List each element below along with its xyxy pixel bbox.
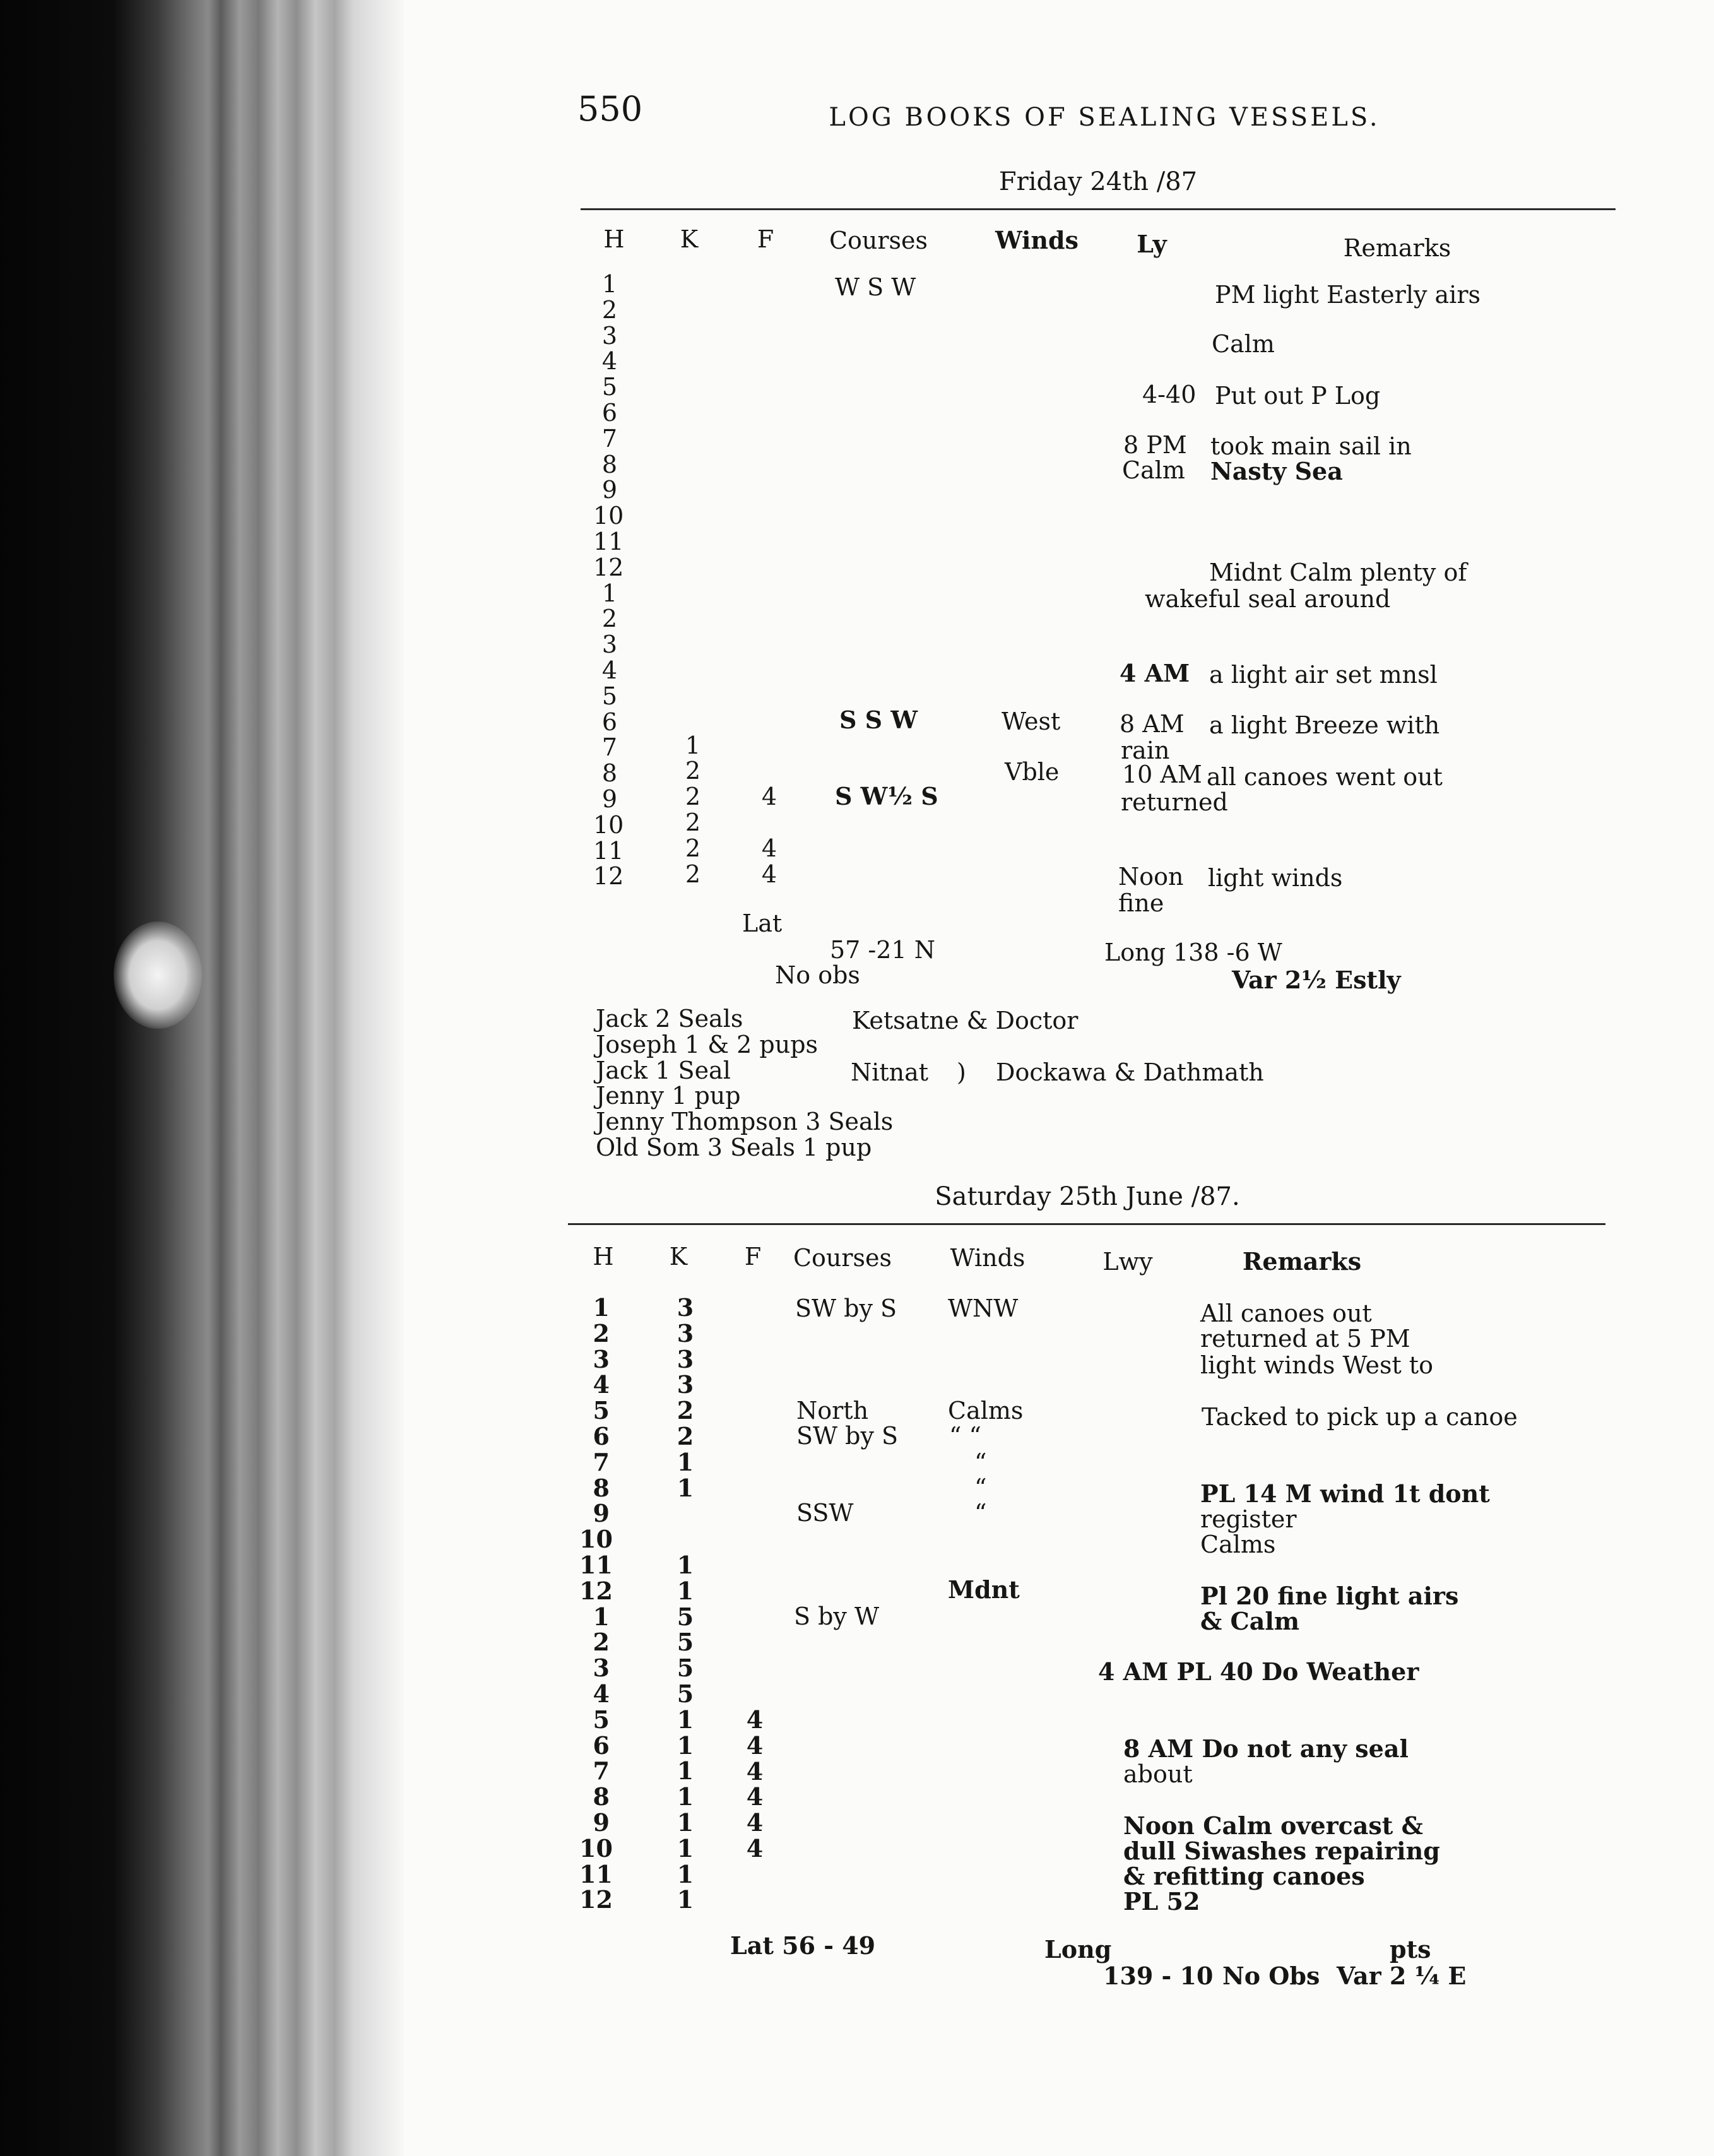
remark-text: PL 14 M wind 1t dont (1200, 1479, 1490, 1508)
col-header-f: F (757, 225, 774, 253)
hour-cell: 1 (601, 579, 617, 607)
remark-text: Noon Calm overcast & (1123, 1811, 1423, 1840)
log-date: Friday 24th /87 (998, 167, 1198, 196)
remark-text: light winds West to (1200, 1351, 1433, 1379)
knots-cell: 5 (677, 1654, 694, 1683)
col-header-lwy: Lwy (1102, 1248, 1153, 1276)
wind-cell: Vble (1005, 758, 1060, 786)
col-header-f: F (744, 1243, 762, 1270)
hour-cell: 5 (593, 1396, 610, 1425)
wind-cell: “ “ (949, 1422, 981, 1450)
knots-cell: 2 (685, 808, 701, 836)
hour-cell: 10 (593, 502, 624, 530)
knots-cell: 3 (677, 1344, 694, 1373)
remark-text: Tacked to pick up a canoe (1202, 1403, 1518, 1431)
hour-cell: 1 (601, 270, 617, 298)
knots-cell (673, 1501, 698, 1527)
knots-cell: 2 (685, 834, 701, 862)
hour-cell: 4 (593, 1679, 610, 1708)
catch-list (596, 1006, 893, 1161)
variation: Var 2½ Estly (1232, 966, 1401, 994)
hour-cell: 9 (601, 476, 617, 504)
col-header-remarks: Remarks (1242, 1247, 1362, 1276)
hour-cell: 7 (593, 1756, 610, 1786)
knots-column (673, 1295, 698, 1913)
course-cell: S W½ S (835, 782, 938, 810)
remark-text: Pl 20 fine light airs (1200, 1582, 1459, 1610)
no-observation: No Obs (1222, 1962, 1320, 1990)
remark-text: about (1123, 1760, 1193, 1788)
hour-cell: 11 (593, 836, 624, 865)
remark-text: dull Siwashes repairing (1123, 1837, 1440, 1865)
hour-cell: 6 (593, 1731, 610, 1760)
knots-cell: 1 (677, 1885, 694, 1914)
fathoms-column (742, 1707, 767, 1862)
fathoms-cell: 4 (761, 783, 777, 810)
knots-cell: 1 (677, 1756, 694, 1786)
knots-cell: 2 (685, 860, 701, 888)
variation: Var 2 ¼ E (1337, 1962, 1467, 1990)
wind-cell: “ (974, 1474, 987, 1502)
knots-cell (673, 1527, 698, 1553)
remark-text: register (1200, 1505, 1297, 1533)
hour-cell: 6 (593, 1421, 610, 1450)
col-header-h: H (603, 225, 625, 253)
latitude: 57 -21 N (830, 936, 935, 964)
remark-text: took main sail in (1210, 432, 1412, 460)
hour-cell: 8 (601, 759, 617, 788)
no-observation: No obs (775, 961, 860, 989)
hunter-names: Ketsatne & Doctor (852, 1007, 1079, 1034)
hour-cell: 2 (593, 1628, 610, 1657)
remark-text: 8 AM Do not any seal (1123, 1734, 1409, 1763)
remark-text: fine (1118, 889, 1164, 917)
remark-text: wakeful seal around (1145, 585, 1391, 613)
catch-item: Old Som 3 Seals 1 pup (596, 1133, 872, 1161)
hour-cell: 9 (593, 1808, 610, 1837)
col-header-courses: Courses (829, 227, 928, 254)
hour-cell: 5 (601, 682, 617, 710)
hour-cell: 11 (593, 527, 624, 555)
longitude: Long 138 -6 W (1104, 939, 1282, 966)
remark-text: PM light Easterly airs (1215, 281, 1481, 309)
hour-cell: 12 (593, 553, 624, 581)
page-number: 550 (577, 89, 643, 129)
hour-cell: 9 (593, 1499, 610, 1528)
col-header-remarks: Remarks (1343, 234, 1451, 262)
hour-cell: 10 (593, 810, 624, 839)
spine-stain (114, 921, 202, 1029)
hour-cell: 11 (579, 1550, 613, 1579)
col-header-courses: Courses (793, 1244, 892, 1272)
knots-cell: 2 (677, 1421, 694, 1450)
hour-cell: 4 (601, 347, 617, 376)
hour-cell: 5 (601, 373, 617, 401)
longitude: 139 - 10 (1103, 1962, 1214, 1990)
hour-cell: 9 (601, 785, 617, 813)
remark-text: All canoes out (1200, 1300, 1372, 1327)
knots-cell: 1 (677, 1833, 694, 1863)
knots-cell: 2 (677, 1396, 694, 1425)
remark-text: Nasty Sea (1210, 457, 1343, 485)
hour-cell: 8 (593, 1473, 610, 1502)
hour-column (579, 1293, 613, 1914)
hour-cell: 11 (579, 1859, 613, 1888)
wind-cell: “ (974, 1499, 987, 1527)
course-cell: S by W (794, 1602, 880, 1630)
hour-cell: 8 (601, 450, 617, 478)
hunter-names: ) (957, 1058, 966, 1086)
remark-text: 4 AM PL 40 Do Weather (1098, 1657, 1419, 1686)
knots-cell: 1 (677, 1473, 694, 1502)
knots-cell: 5 (677, 1679, 694, 1708)
remark-text: Calms (1200, 1531, 1276, 1558)
knots-cell: 1 (685, 732, 701, 759)
knots-cell: 1 (677, 1782, 694, 1811)
knots-cell: 5 (677, 1602, 694, 1631)
ly-cell: 4 AM (1120, 659, 1190, 687)
fathoms-cell: 4 (746, 1808, 764, 1837)
knots-cell: 3 (677, 1318, 694, 1348)
hour-cell: 7 (593, 1447, 610, 1476)
wind-cell: Mdnt (948, 1575, 1020, 1604)
fathoms-cell: 4 (761, 860, 777, 888)
hour-cell: 7 (601, 733, 617, 762)
long-label: Long (1044, 1935, 1112, 1964)
knots-cell: 5 (677, 1628, 694, 1657)
hour-cell: 2 (601, 295, 617, 324)
knots-cell: 1 (677, 1447, 694, 1476)
col-header-winds: Winds (995, 226, 1079, 254)
knots-cell: 1 (677, 1731, 694, 1760)
hour-cell: 1 (593, 1293, 610, 1322)
course-cell: S S W (839, 706, 918, 734)
hour-cell: 2 (601, 605, 617, 633)
knots-cell: 3 (677, 1293, 694, 1322)
hour-cell: 3 (601, 321, 617, 350)
remark-text: a light Breeze with (1209, 711, 1440, 739)
course-cell: SW by S (796, 1422, 899, 1450)
hunter-names: Dockawa & Dathmath (996, 1058, 1264, 1086)
hour-cell: 4 (601, 656, 617, 684)
hour-cell: 7 (601, 424, 617, 453)
hour-cell: 8 (593, 1782, 610, 1811)
col-header-ly: Ly (1137, 230, 1167, 258)
course-cell: SW by S (795, 1294, 897, 1322)
ly-cell: 10 AM (1122, 761, 1202, 788)
course-cell: W S W (835, 273, 916, 301)
hour-cell: 6 (601, 708, 617, 736)
remark-text: Calm (1212, 330, 1275, 358)
remark-text: all canoes went out (1207, 763, 1443, 791)
hour-cell: 6 (601, 398, 617, 427)
fathoms-cell: 4 (746, 1756, 764, 1786)
ly-cell: Noon (1118, 863, 1184, 891)
catch-item: Jack 1 Seal (596, 1056, 731, 1084)
col-header-k: K (669, 1243, 688, 1270)
course-cell: North (796, 1397, 869, 1424)
hour-cell: 10 (579, 1833, 613, 1863)
hour-cell: 4 (593, 1370, 610, 1399)
wind-cell: West (1002, 708, 1061, 735)
hour-cell: 3 (593, 1654, 610, 1683)
col-header-winds: Winds (950, 1244, 1025, 1272)
divider-rule (581, 208, 1616, 210)
ly-cell: 8 PM (1123, 431, 1187, 459)
ly-cell: 4-40 (1142, 381, 1197, 408)
knots-cell: 1 (677, 1859, 694, 1888)
catch-item: Jack 2 Seals (596, 1005, 743, 1033)
remark-text: rain (1121, 737, 1170, 764)
hour-cell: 5 (593, 1705, 610, 1734)
catch-item: Jenny 1 pup (596, 1082, 741, 1110)
knots-cell: 3 (677, 1370, 694, 1399)
divider-rule (568, 1223, 1605, 1225)
latitude: Lat 56 - 49 (730, 1931, 876, 1960)
fathoms-cell: 4 (746, 1833, 764, 1863)
knots-cell: 1 (677, 1705, 694, 1734)
fathoms-cell: 4 (761, 834, 777, 862)
wind-cell: WNW (948, 1294, 1019, 1322)
hour-cell: 3 (601, 631, 617, 659)
hour-cell: 12 (579, 1885, 613, 1914)
remark-text: Put out P Log (1215, 382, 1381, 410)
remark-text: & Calm (1200, 1607, 1300, 1635)
col-header-h: H (593, 1243, 614, 1270)
knots-cell: 1 (677, 1808, 694, 1837)
remark-text: light winds (1208, 864, 1343, 892)
catch-item: Joseph 1 & 2 pups (596, 1030, 819, 1058)
wind-cell: “ (974, 1448, 987, 1476)
wind-cell: Calms (948, 1397, 1024, 1424)
col-header-k: K (680, 225, 699, 253)
hour-cell: 3 (593, 1344, 610, 1373)
points-label: pts (1390, 1935, 1431, 1964)
fathoms-cell: 4 (746, 1782, 764, 1811)
ly-cell: 8 AM (1120, 710, 1185, 738)
hour-column (593, 270, 624, 891)
knots-cell: 2 (685, 783, 701, 810)
hour-cell: 10 (579, 1525, 613, 1554)
remark-text: returned (1121, 788, 1228, 816)
knots-cell: 2 (685, 757, 701, 785)
book-spine-shadow (0, 0, 404, 2156)
remark-text: & refitting canoes (1123, 1862, 1365, 1890)
knots-cell: 1 (677, 1576, 694, 1605)
knots-cell: 1 (677, 1550, 694, 1579)
fathoms-cell: 4 (746, 1705, 764, 1734)
remark-text: Midnt Calm plenty of (1209, 559, 1467, 586)
hunter-names: Nitnat (851, 1058, 929, 1086)
remark-text: a light air set mnsl (1209, 661, 1438, 689)
ly-cell: Calm (1122, 456, 1185, 484)
hour-cell: 2 (593, 1318, 610, 1348)
remark-text: PL 52 (1123, 1887, 1200, 1916)
hour-cell: 1 (593, 1602, 610, 1631)
log-date: Saturday 25th June /87. (935, 1182, 1240, 1211)
lat-label: Lat (742, 909, 783, 937)
fathoms-cell: 4 (746, 1731, 764, 1760)
hour-cell: 12 (593, 862, 624, 891)
catch-item: Jenny Thompson 3 Seals (596, 1108, 894, 1136)
remark-text: returned at 5 PM (1200, 1325, 1410, 1353)
running-head: LOG BOOKS OF SEALING VESSELS. (829, 103, 1380, 132)
hour-cell: 12 (579, 1576, 613, 1605)
course-cell: SSW (796, 1499, 854, 1527)
